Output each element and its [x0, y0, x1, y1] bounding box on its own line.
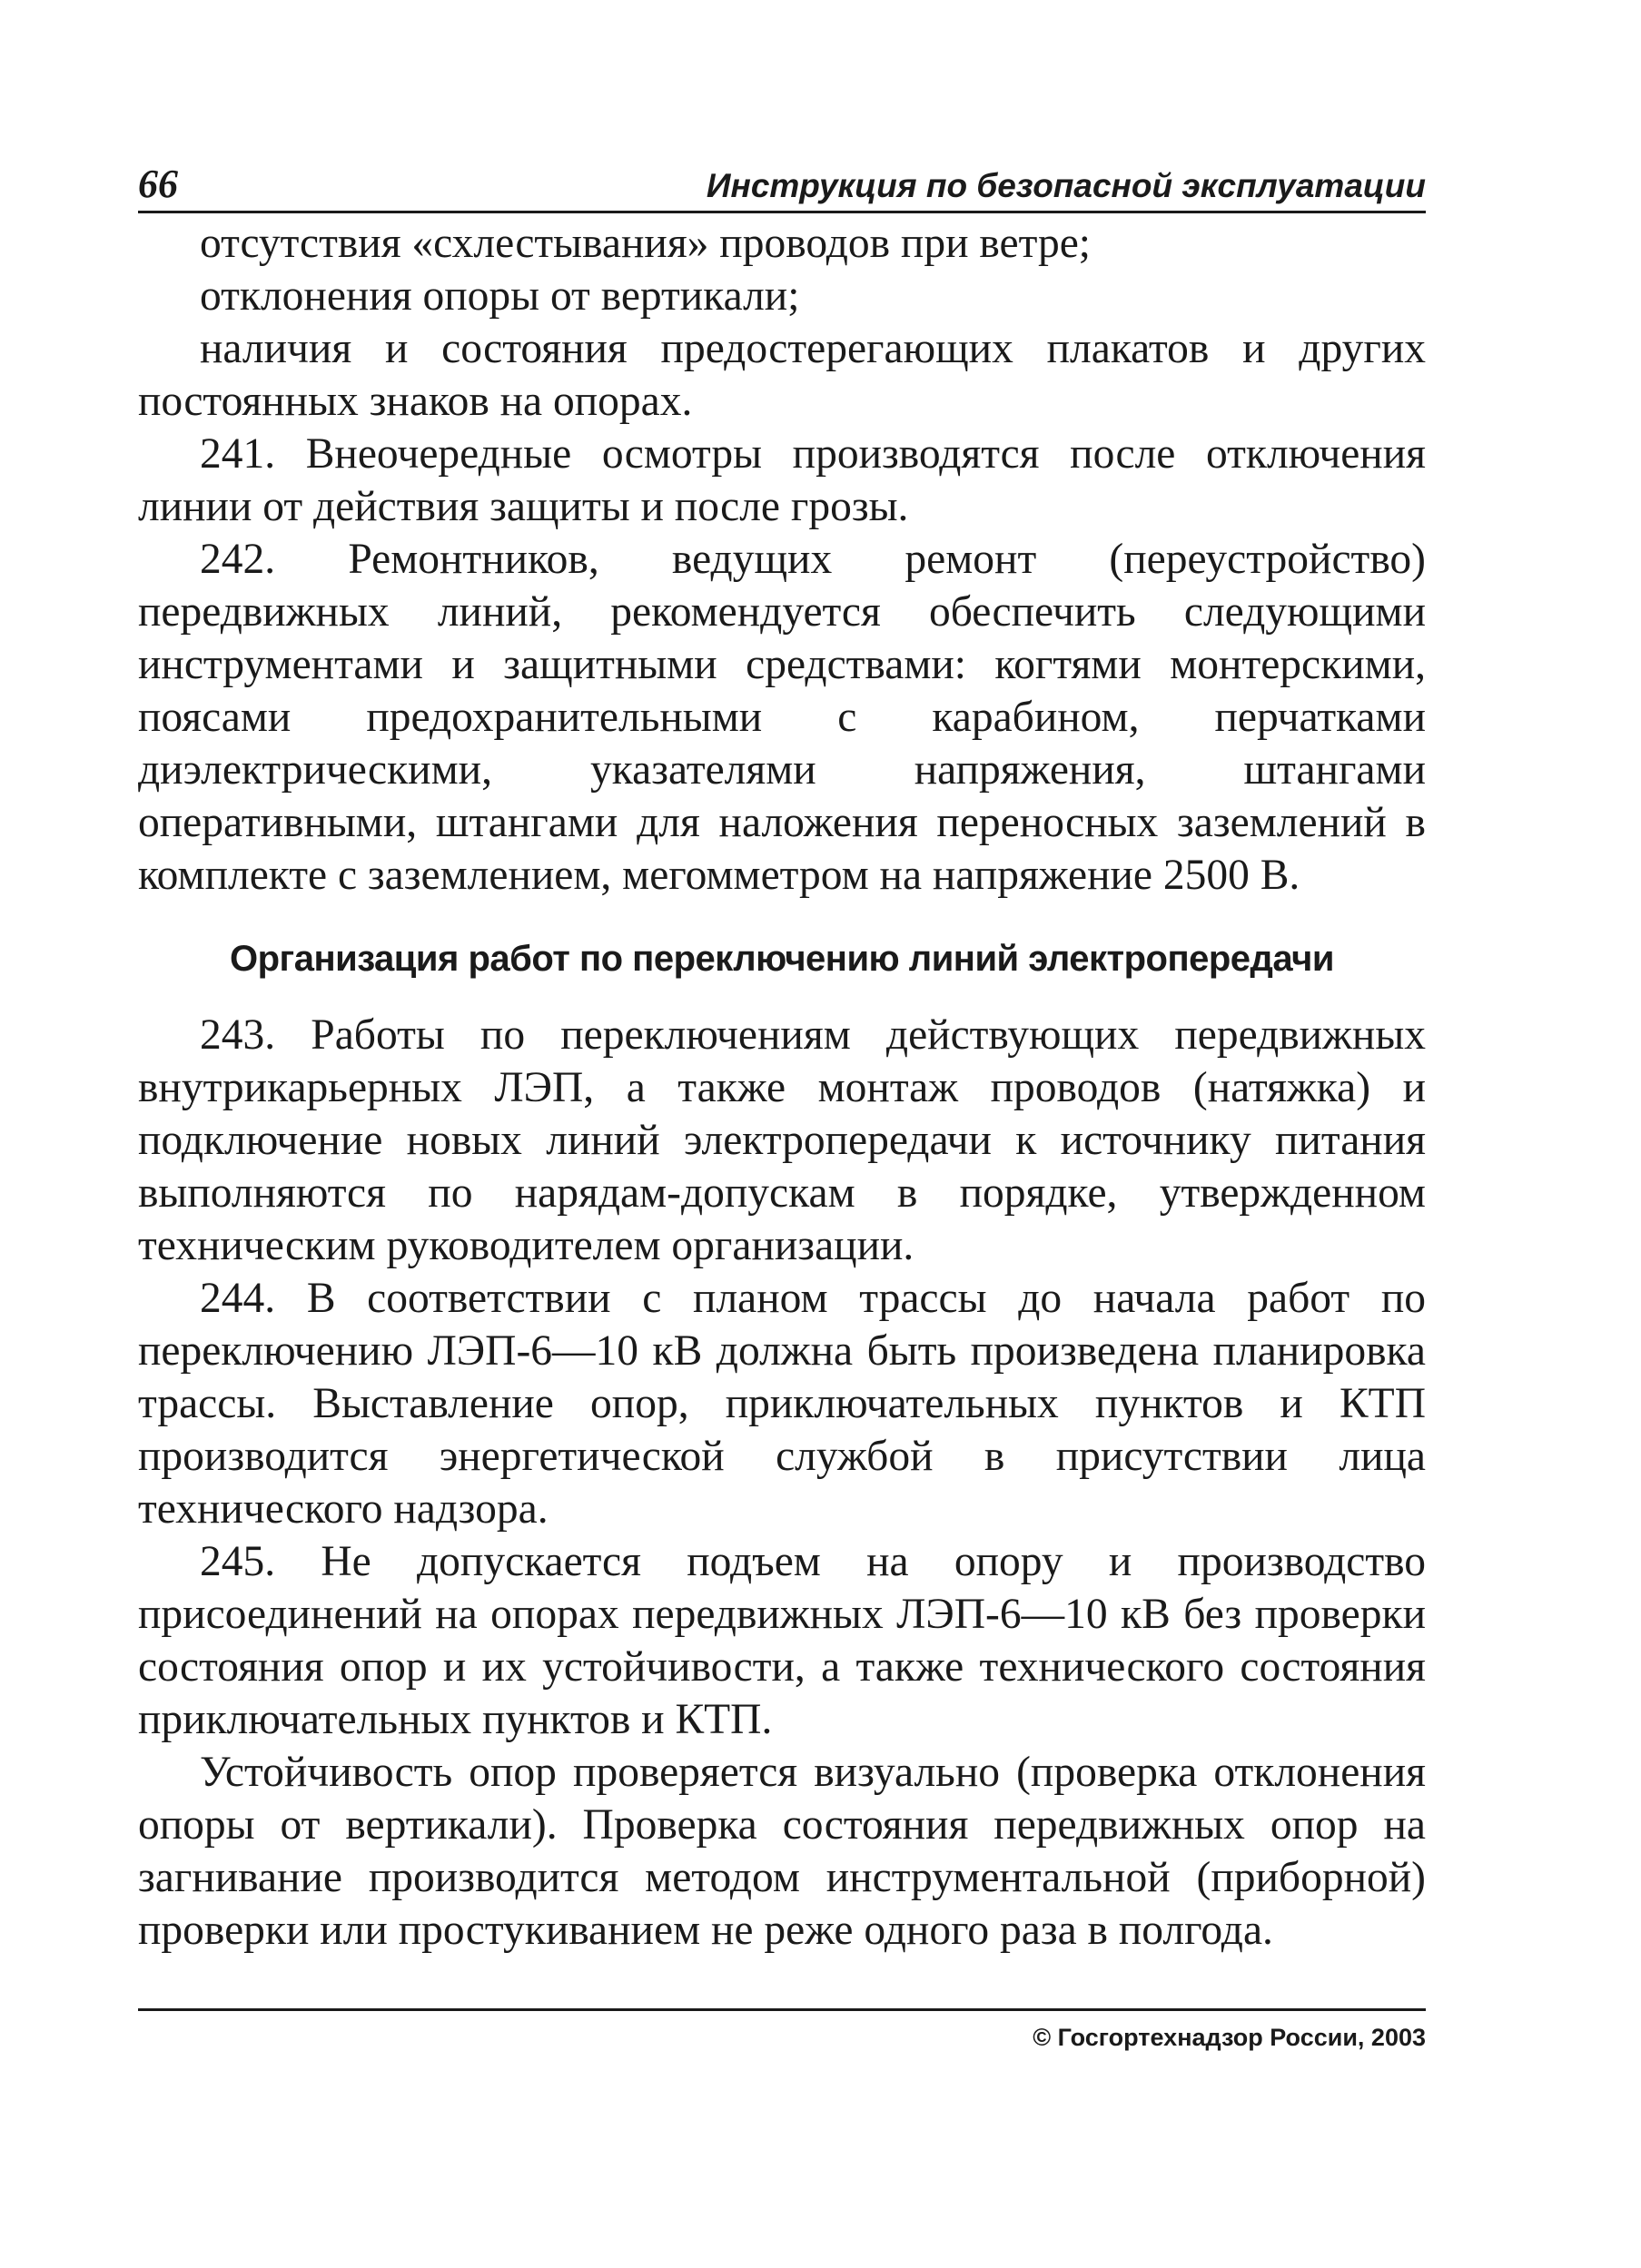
paragraph-241: 241. Внеочередные осмотры производятся после отключения линии от действия защиты и после грозы.	[138, 430, 1426, 530]
paragraph: Устойчивость опор проверяется визуально (проверка отклонения опоры от вертикали). Проверка состояния передвижных опор на загнивание производится методом инструментальной (приборной) проверки или простукиванием не реже одного раза в полгода.	[138, 1749, 1426, 1954]
document-body	[138, 217, 1426, 1957]
paragraph-243: 243. Работы по переключениям действующих передвижных внутрикарьерных ЛЭП, а также монтаж проводов (натяжка) и подключение новых линий электропередачи к источнику питания выполняются по нарядам-допускам в порядке, утвержденном техническим руководителем организации.	[138, 1011, 1426, 1269]
document-page	[138, 154, 1426, 1957]
paragraph-244: 244. В соответствии с планом трассы до начала работ по переключению ЛЭП-6—10 кВ должна быть произведена планировка трассы. Выставление опор, приключательных пунктов и КТП производится энергетической службой в присутствии лица технического надзора.	[138, 1275, 1426, 1533]
page-header	[138, 154, 1426, 213]
paragraph-242: 242. Ремонтников, ведущих ремонт (переустройство) передвижных линий, рекомендуется обеспечить следующими инструментами и защитными средствами: когтями монтерскими, поясами предохранительными с карабином, перчатками диэлектрическими, указателями напряжения, штангами оперативными, штангами для наложения переносных заземлений в комплекте с заземлением, мегомметром на напряжение 2500 В.	[138, 536, 1426, 899]
copyright-notice: © Госгортехнадзор России, 2003	[1033, 2024, 1426, 2051]
paragraph-245: 245. Не допускается подъем на опору и производство присоединений на опорах передвижных ЛЭП-6—10 кВ без проверки состояния опор и их устойчивости, а также технического состояния приключательных пунктов и КТП.	[138, 1538, 1426, 1743]
paragraph: отсутствия «схлестывания» проводов при ветре;	[200, 220, 1091, 267]
paragraph: отклонения опоры от вертикали;	[200, 272, 800, 320]
page-number: 66	[138, 162, 178, 206]
page-footer	[138, 2008, 1426, 2052]
section-heading: Организация работ по переключению линий электропередачи	[230, 939, 1334, 979]
running-title: Инструкция по безопасной эксплуатации	[706, 167, 1426, 204]
paragraph: наличия и состояния предостерегающих плакатов и других постоянных знаков на опорах.	[138, 325, 1426, 425]
